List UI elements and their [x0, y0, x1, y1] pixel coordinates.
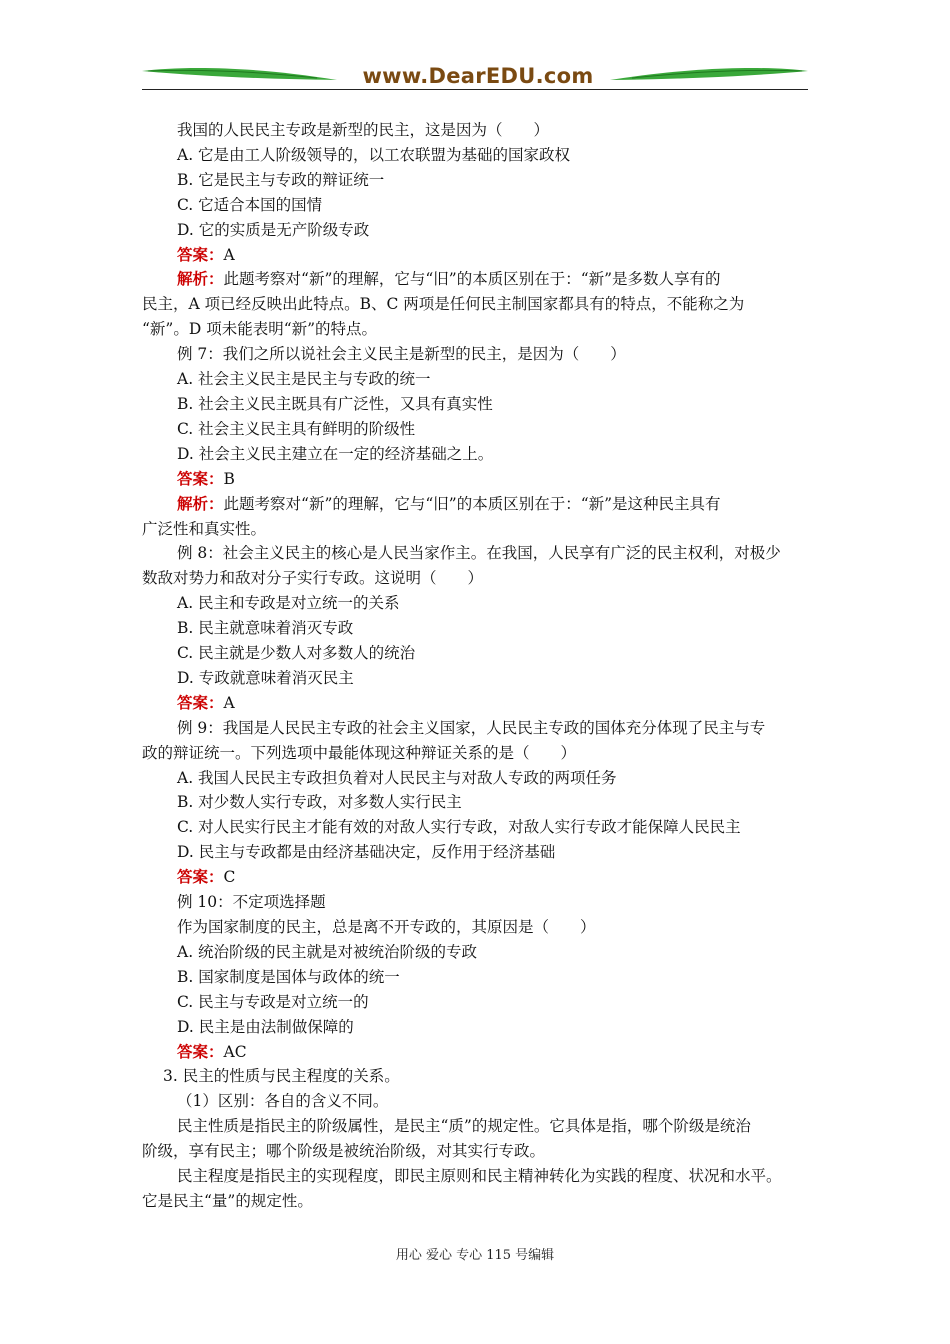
q6-analysis: [142, 267, 808, 292]
q7-option-b: B. 社会主义民主既具有广泛性，又具有真实性: [177, 394, 493, 413]
q6-option-a: A. 它是由工人阶级领导的，以工农联盟为基础的国家政权: [177, 145, 571, 164]
q6-analysis-line: 民主，A 项已经反映出此特点。B、C 两项是任何民主制国家都具有的特点，不能称之为: [142, 295, 745, 314]
q8-answer: [142, 691, 808, 716]
q9-option-c: C. 对人民实行民主才能有效的对敌人实行专政，对敌人实行专政才能保障人民民主: [177, 818, 741, 837]
page-footer: 用心 爱心 专心 115 号编辑: [395, 1248, 555, 1263]
answer-label: 答案：: [177, 867, 224, 887]
analysis-text: 此题考察对“新”的理解，它与“旧”的本质区别在于：“新”是多数人享有的: [223, 270, 721, 289]
q6-option-b: B. 它是民主与专政的辩证统一: [177, 170, 385, 189]
q10-stem: 作为国家制度的民主，总是离不开专政的，其原因是（ ）: [177, 918, 596, 936]
answer-label: 答案：: [177, 1041, 224, 1061]
section-3-heading: 3. 民主的性质与民主程度的关系。: [163, 1067, 400, 1086]
site-logo[interactable]: www.DearEDU.com: [362, 64, 594, 88]
q8-option-a: A. 民主和专政是对立统一的关系: [177, 594, 400, 613]
q6-answer: [142, 243, 808, 268]
document-body: [142, 118, 808, 1214]
answer-label: 答案：: [177, 244, 224, 264]
q10-option-c: C. 民主与专政是对立统一的: [177, 992, 369, 1011]
q8-stem: 例 8：社会主义民主的核心是人民当家作主。在我国，人民享有广泛的民主权利，对极少: [177, 544, 781, 563]
q10-answer: [142, 1040, 808, 1065]
q8-option-b: B. 民主就意味着消灭专政: [177, 619, 354, 638]
answer-value: AC: [223, 1042, 247, 1061]
analysis-text: 此题考察对“新”的理解，它与“旧”的本质区别在于：“新”是这种民主具有: [223, 494, 721, 513]
answer-value: A: [223, 693, 235, 712]
q10-option-a: A. 统治阶级的民主就是对被统治阶级的专政: [177, 942, 478, 961]
q9-answer: [142, 865, 808, 890]
q8-stem-line: 数敌对势力和敌对分子实行专政。这说明（ ）: [142, 569, 484, 588]
analysis-label: 解析：: [177, 269, 224, 289]
section-3-paragraph: 民主程度是指民主的实现程度，即民主原则和民主精神转化为实践的程度、状况和水平。: [177, 1167, 782, 1186]
q7-analysis-line: 广泛性和真实性。: [142, 519, 267, 538]
q8-option-c: C. 民主就是少数人对多数人的统治: [177, 644, 416, 663]
q6-option-d: D. 它的实质是无产阶级专政: [177, 220, 370, 239]
answer-label: 答案：: [177, 692, 224, 712]
answer-value: C: [223, 868, 236, 887]
q7-option-d: D. 社会主义民主建立在一定的经济基础之上。: [177, 444, 494, 463]
answer-value: B: [223, 469, 235, 488]
q8-option-d: D. 专政就意味着消灭民主: [177, 668, 354, 687]
answer-value: A: [223, 245, 235, 264]
section-3-paragraph-line: 阶级，享有民主；哪个阶级是被统治阶级，对其实行专政。: [142, 1142, 546, 1161]
q6-stem: 我国的人民民主专政是新型的民主，这是因为（ ）: [177, 121, 550, 139]
q6-option-c: C. 它适合本国的国情: [177, 195, 323, 214]
section-3-paragraph: 民主性质是指民主的阶级属性，是民主“质”的规定性。它具体是指，哪个阶级是统治: [177, 1117, 751, 1136]
q9-stem-line: 政的辩证统一。下列选项中最能体现这种辩证关系的是（ ）: [142, 743, 577, 762]
analysis-label: 解析：: [177, 493, 224, 513]
q7-option-a: A. 社会主义民主是民主与专政的统一: [177, 370, 431, 389]
q6-analysis-line: “新”。D 项未能表明“新”的特点。: [142, 320, 378, 339]
q7-stem: 例 7：我们之所以说社会主义民主是新型的民主，是因为（ ）: [177, 345, 626, 364]
q7-analysis: [142, 492, 808, 517]
section-3-paragraph-line: 它是民主“量”的规定性。: [142, 1191, 313, 1210]
q7-option-c: C. 社会主义民主具有鲜明的阶级性: [177, 419, 416, 438]
q9-option-d: D. 民主与专政都是由经济基础决定，反作用于经济基础: [177, 843, 556, 862]
answer-label: 答案：: [177, 468, 224, 488]
section-3-subheading: （1）区别：各自的含义不同。: [177, 1092, 389, 1111]
q9-option-b: B. 对少数人实行专政，对多数人实行民主: [177, 793, 462, 812]
header-rule: [142, 89, 808, 90]
q10-option-b: B. 国家制度是国体与政体的统一: [177, 967, 400, 986]
q9-stem: 例 9：我国是人民民主专政的社会主义国家，人民民主专政的国体充分体现了民主与专: [177, 718, 766, 737]
q10-option-d: D. 民主是由法制做保障的: [177, 1017, 354, 1036]
q10-title: 例 10：不定项选择题: [177, 893, 326, 912]
q9-option-a: A. 我国人民民主专政担负着对人民民主与对敌人专政的两项任务: [177, 768, 617, 787]
q7-answer: [142, 467, 808, 492]
